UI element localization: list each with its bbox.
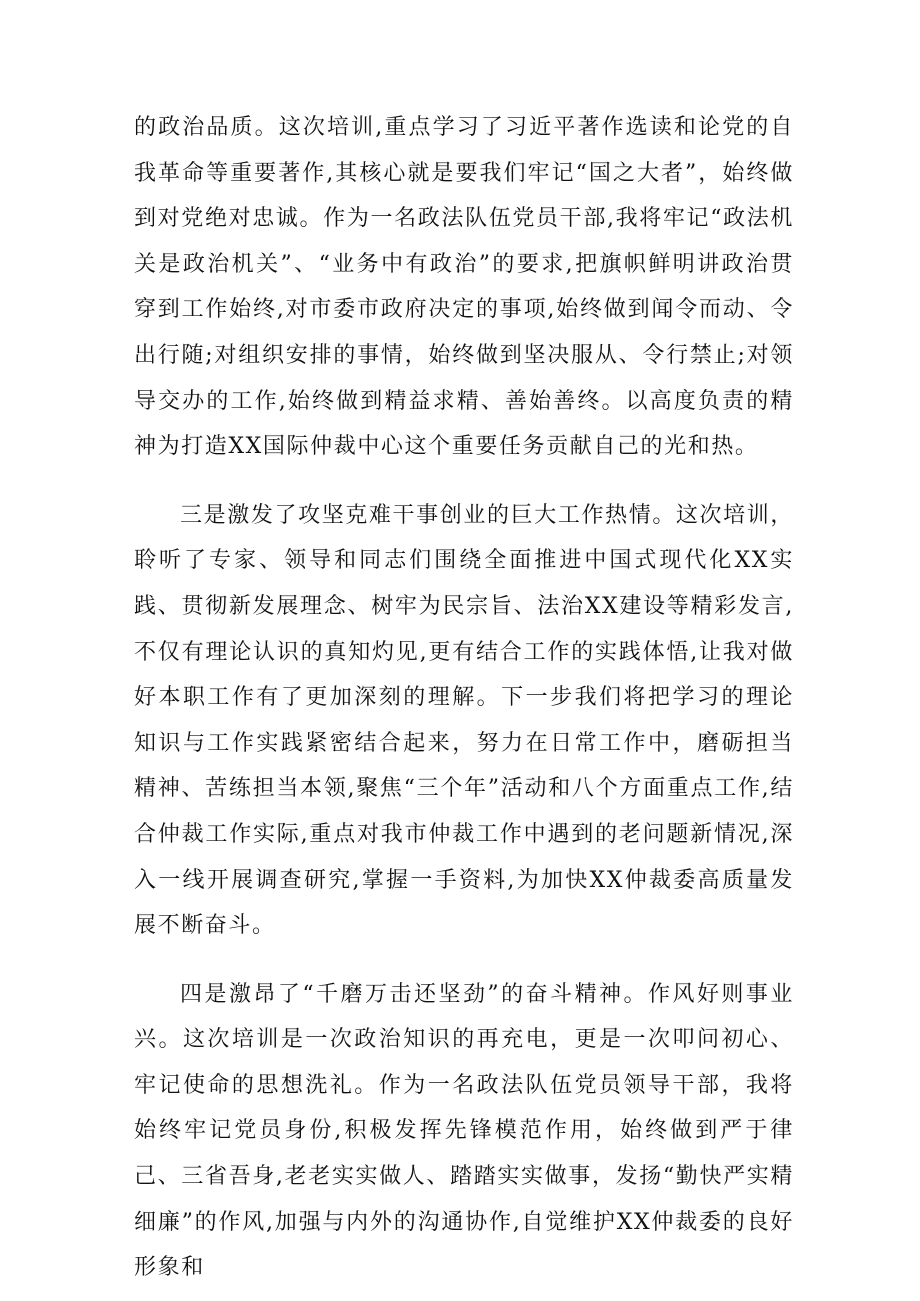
paragraph-continuation: 的政治品质。这次培训,重点学习了习近平著作选读和论党的自我革命等重要著作,其核心就是要我们牢记“国之大者”，始终做到对党绝对忠诚。作为一名政法队伍党员干部,我将牢记“政法机关是政治机关”、“业务中有政治”的要求,把旗帜鲜明讲政治贯穿到工作始终,对市委市政府决定的事项,始终做到闻令而动、令出行随;对组织安排的事情，始终做到坚决服从、令行禁止;对领导交办的工作,始终做到精益求精、善始善终。以高度负责的精神为打造XX国际仲裁中心这个重要任务贡献自己的光和热。 [134,115,794,460]
paragraph-point-four: 四是激昂了“千磨万击还坚劲”的奋斗精神。作风好则事业兴。这次培训是一次政治知识的再充电，更是一次叩问初心、牢记使命的思想洗礼。作为一名政法队伍党员领导干部，我将始终牢记党员身份,积极发挥先锋模范作用，始终做到严于律己、三省吾身,老老实实做人、踏踏实实做事，发扬“勤快严实精细廉”的作风,加强与内外的沟通协作,自觉维护XX仲裁委的良好形象和 [134,981,794,1281]
document-body [134,105,794,1291]
paragraph-point-three: 三是激发了攻坚克难干事创业的巨大工作热情。这次培训，聆听了专家、领导和同志们围绕全面推进中国式现代化XX实践、贯彻新发展理念、树牢为民宗旨、法治XX建设等精彩发言,不仅有理论认识的真知灼见,更有结合工作的实践体悟,让我对做好本职工作有了更加深刻的理解。下一步我们将把学习的理论知识与工作实践紧密结合起来，努力在日常工作中，磨砺担当精神、苦练担当本领,聚焦“三个年”活动和八个方面重点工作,结合仲裁工作实际,重点对我市仲裁工作中遇到的老问题新情况,深入一线开展调查研究,掌握一手资料,为加快XX仲裁委高质量发展不断奋斗。 [134,502,794,939]
